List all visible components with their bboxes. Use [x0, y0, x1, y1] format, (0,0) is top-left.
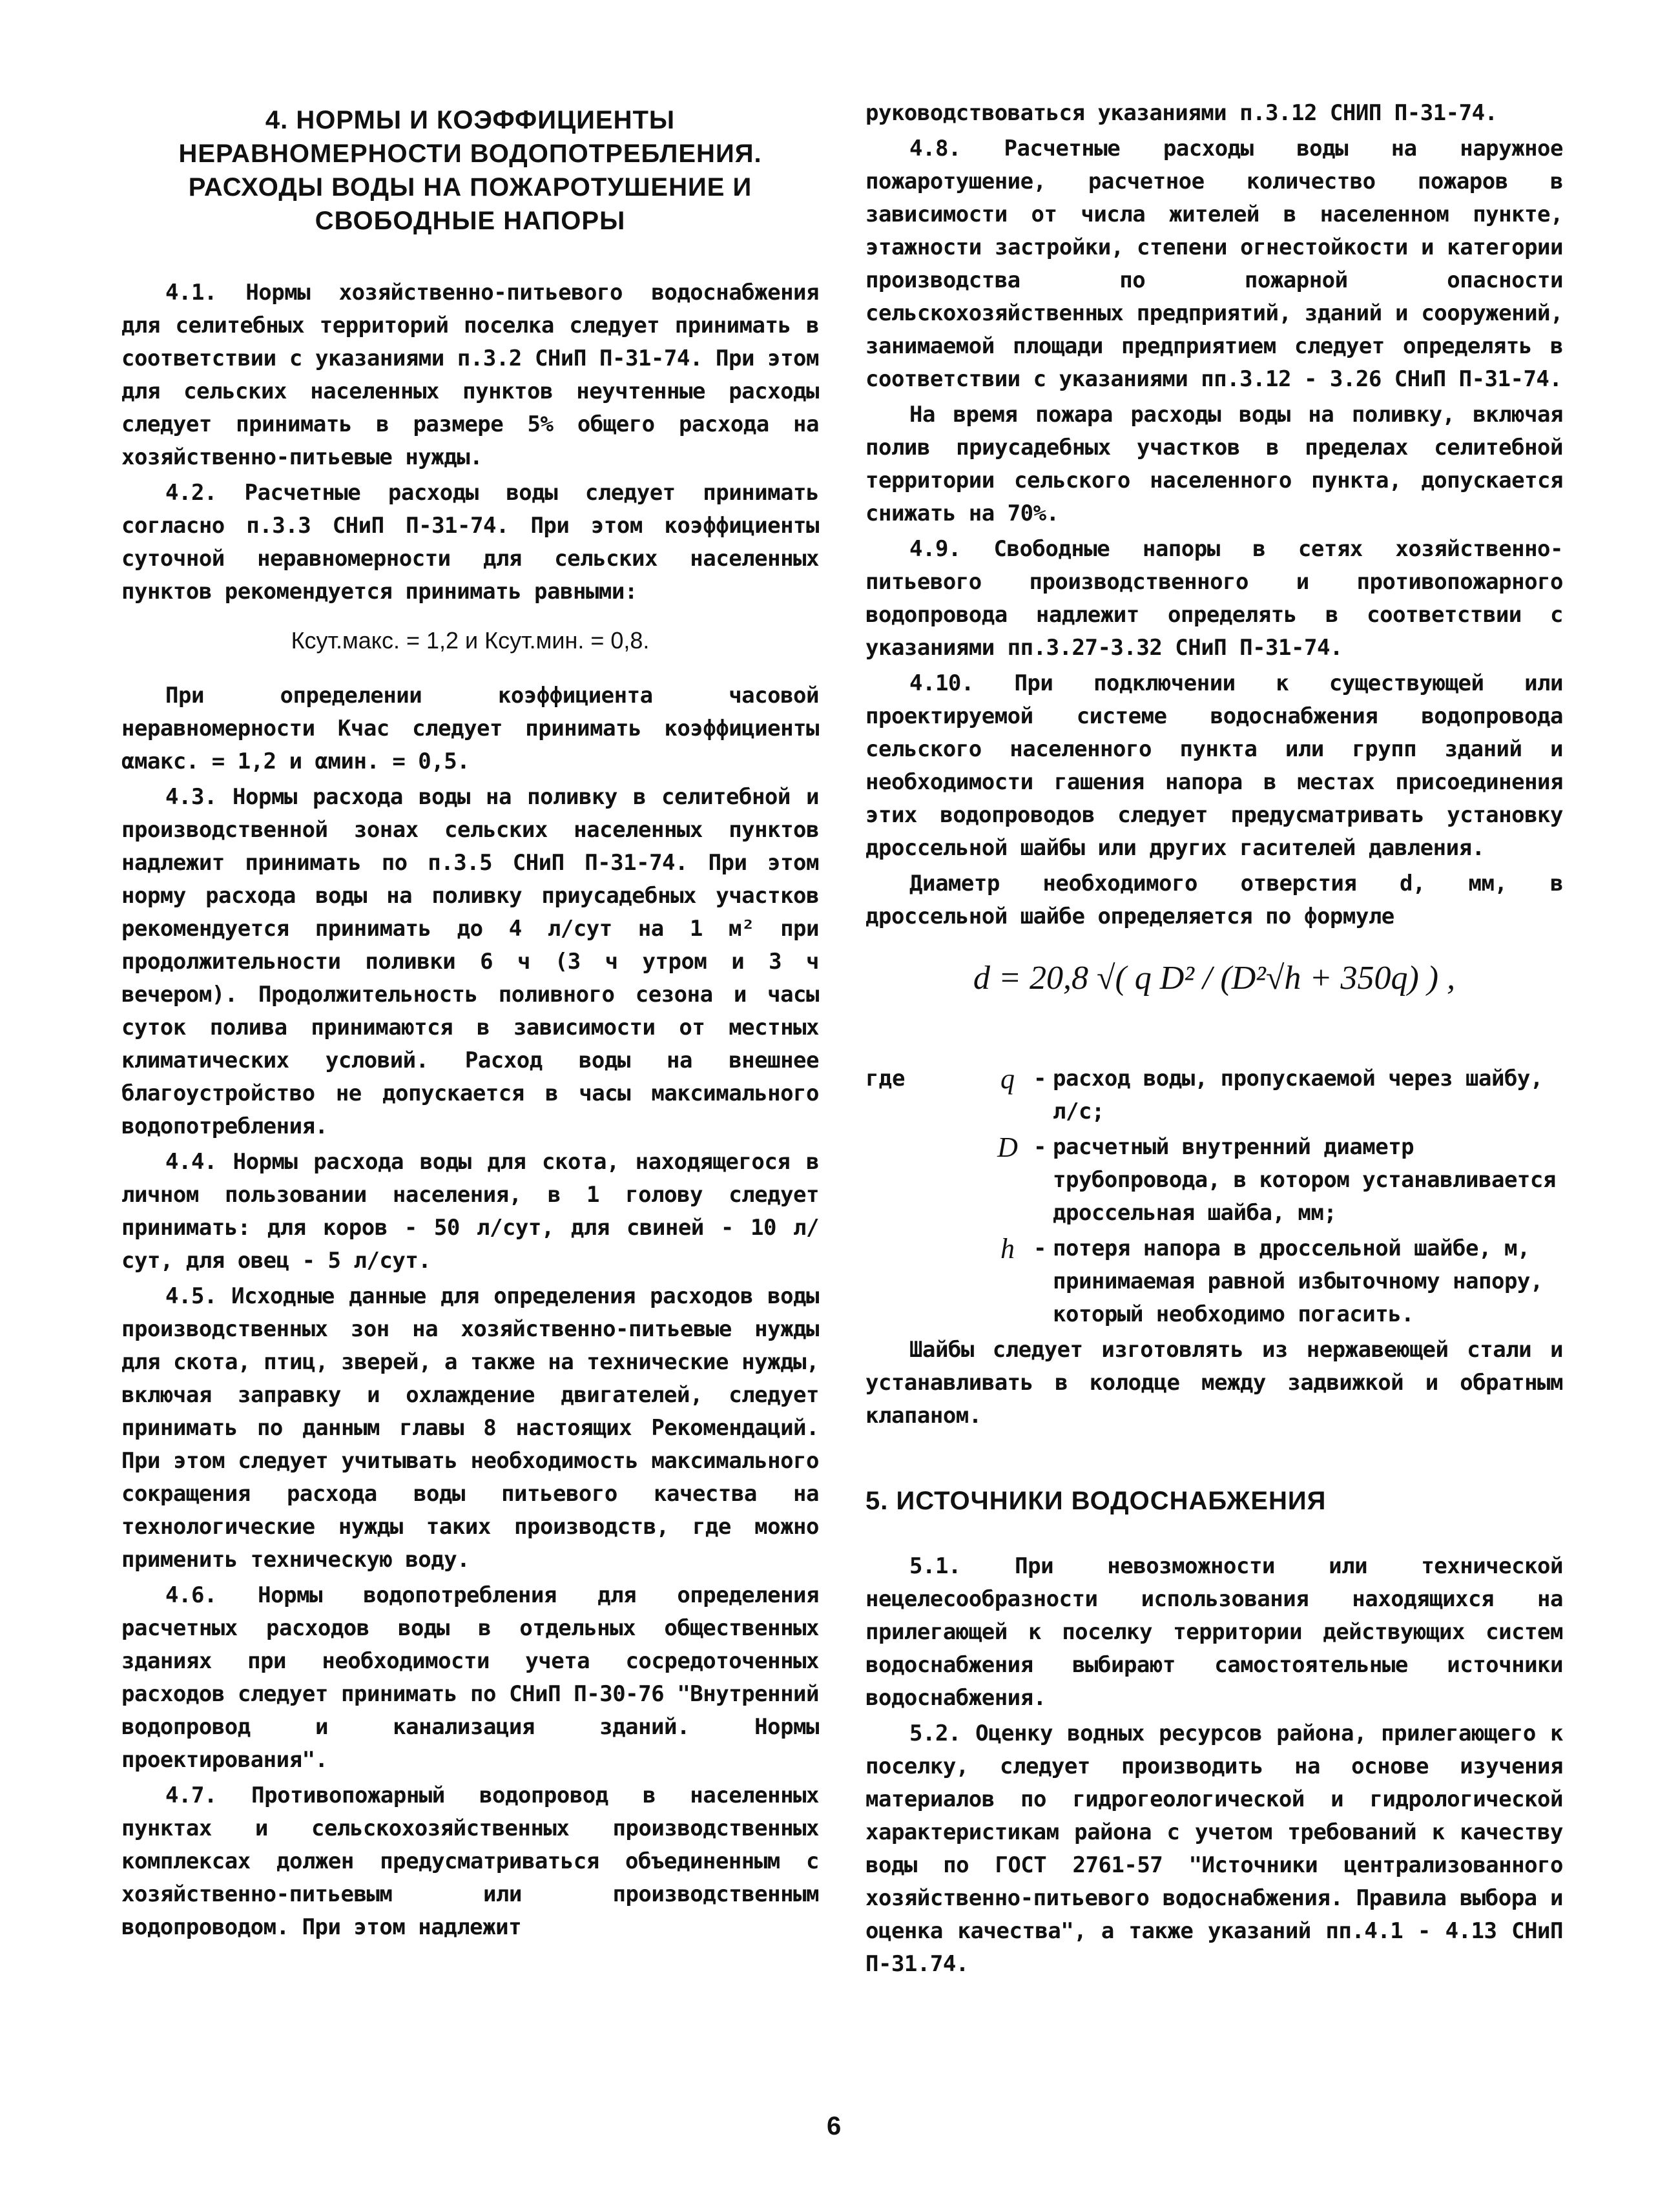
paragraph-4-2: 4.2. Расчетные расходы воды следует принимать согласно п.3.3 СНиП П-31-74. При этом коэффициенты суточной неравномерности для сельских населенных пунктов рекомендуется принимать равными:: [121, 480, 819, 605]
paragraph-4-4: 4.4. Нормы расхода воды для скота, находящегося в личном пользовании населения, в 1 голову следует принимать: для коров - 50 л/сут, для свиней - 10 л/сут, для овец - 5 л/сут.: [121, 1149, 819, 1274]
paragraph-4-9: 4.9. Свободные напоры в сетях хозяйственно-питьевого производственного и противопожарного водопровода надлежит определять в соответствии с указаниями пп.3.27-3.32 СНиП П-31-74.: [865, 536, 1563, 661]
paragraph-5-1: 5.1. При невозможности или технической нецелесообразности использования находящихся на прилегающей к поселку территории действующих систем водоснабжения выбирают самостоятельные источники водоснабжения.: [865, 1553, 1563, 1711]
paragraph-5-2: 5.2. Оценку водных ресурсов района, прилегающего к поселку, следует производить на основе изучения материалов по гидрогеологической и гидрологической характеристикам района с учетом требований к качеству воды по ГОСТ 2761-57 "Источники централизованного хозяйственно-питьевого водоснабжения. Правила выбора и оценка качества", а также указаний пп.4.1 - 4.13 СНиП П-31.74.: [865, 1721, 1563, 1977]
symbol-definitions: [865, 1062, 1563, 1334]
definition-text: расчетный внутренний диаметр трубопровода, в котором устанавливается дроссельная шайба, мм;: [1053, 1134, 1556, 1226]
paragraph-4-8: 4.8. Расчетные расходы воды на наружное пожаротушение, расчетное количество пожаров в зависимости от числа жителей в населенном пункте, этажности застройки, степени огнестойкости и категории производства по пожарной опасности сельскохозяйственных предприятий, зданий и сооружений, занимаемой площади предприятием следует определять в соответствии с указаниями пп.3.12 - 3.26 СНиП П-31-74.: [865, 136, 1563, 392]
paragraph-4-1: 4.1. Нормы хозяйственно-питьевого водоснабжения для селитебных территорий поселка следует принимать в соответствии с указаниями п.3.2 СНиП П-31-74. При этом для сельских населенных пунктов неучтенные расходы следует принимать в размере 5% общего расхода на хозяйственно-питьевые нужды.: [121, 280, 819, 470]
definition-text: расход воды, пропускаемой через шайбу, л/с;: [1053, 1066, 1543, 1124]
paragraph-4-10-c: Шайбы следует изготовлять из нержавеющей стали и устанавливать в колодце между задвижкой и обратным клапаном.: [865, 1337, 1563, 1429]
paragraph-4-10: 4.10. При подключении к существующей или проектируемой системе водоснабжения водопровода сельского населенного пункта или групп зданий и необходимости гашения напора в местах присоединения этих водопроводов следует предусматривать установку дроссельной шайбы или других гасителей давления.: [865, 670, 1563, 861]
symbol: h: [1000, 1233, 1015, 1265]
section-4-heading: 4. НОРМЫ И КОЭФФИЦИЕНТЫ НЕРАВНОМЕРНОСТИ ВОДОПОТРЕБЛЕНИЯ. РАСХОДЫ ВОДЫ НА ПОЖАРОТУШЕНИЕ И СВОБОДНЫЕ НАПОРЫ: [178, 106, 762, 235]
paragraph-4-8-b: На время пожара расходы воды на поливку, включая полив приусадебных участков в пределах селитебной территории сельского населенного пункта, допускается снижать на 70%.: [865, 402, 1563, 526]
paragraph-4-3: 4.3. Нормы расхода воды на поливку в селитебной и производственной зонах сельских населенных пунктов надлежит принимать по п.3.5 СНиП П-31-74. При этом норму расхода воды на поливку приусадебных участков рекомендуется принимать до 4 л/сут на 1 м² при продолжительности поливки 6 ч (3 ч утром и 3 ч вечером). Продолжительность поливного сезона и часы суток полива принимаются в зависимости от местных климатических условий. Расход воды на внешнее благоустройство не допускается в часы максимального водопотребления.: [121, 784, 819, 1139]
paragraph-4-6: 4.6. Нормы водопотребления для определения расчетных расходов воды в отдельных общественных зданиях при необходимости учета сосредоточенных расходов следует принимать по СНиП П-30-76 "Внутренний водопровод и канализация зданий. Нормы проектирования".: [121, 1582, 819, 1773]
right-column: [865, 97, 1563, 1983]
paragraph-4-10-b: Диаметр необходимого отверстия d, мм, в дроссельной шайбе определяется по формуле: [865, 871, 1563, 929]
definition-q: q - расход воды, пропускаемой через шайбу, л/с;: [982, 1062, 1563, 1128]
formula-k-sut: Ксут.макс. = 1,2 и Ксут.мин. = 0,8.: [291, 627, 650, 654]
symbol: D: [997, 1132, 1018, 1163]
symbol: q: [1000, 1063, 1015, 1095]
where-label: где: [865, 1066, 906, 1091]
formula-orifice-diameter: d = 20,8 √( q D² / (D²√h + 350q) ) ,: [973, 960, 1456, 997]
paragraph-4-2-alpha: При определении коэффициента часовой неравномерности Кчас следует принимать коэффициенты αмакс. = 1,2 и αмин. = 0,5.: [121, 683, 819, 774]
paragraph-4-7: 4.7. Противопожарный водопровод в населенных пунктах и сельскохозяйственных производственных комплексах должен предусматриваться объединенным с хозяйственно-питьевым или производственным водопроводом. При этом надлежит: [121, 1783, 819, 1940]
section-5-heading: 5. ИСТОЧНИКИ ВОДОСНАБЖЕНИЯ: [865, 1487, 1327, 1515]
left-column: [121, 103, 819, 1947]
definition-d: D - расчетный внутренний диаметр трубопровода, в котором устанавливается дроссельная шайба, мм;: [982, 1131, 1563, 1230]
definition-h: h - потеря напора в дроссельной шайбе, м, принимаемая равной избыточному напору, который необходимо погасить.: [982, 1232, 1563, 1331]
paragraph-4-7-continued: руководствоваться указаниями п.3.12 СНИП П-31-74.: [865, 100, 1498, 126]
definition-text: потеря напора в дроссельной шайбе, м, принимаемая равной избыточному напору, который необходимо погасить.: [1053, 1235, 1543, 1327]
page-number: 6: [827, 2112, 842, 2140]
paragraph-4-5: 4.5. Исходные данные для определения расходов воды производственных зон на хозяйственно-питьевые нужды для скота, птиц, зверей, а также на технические нужды, включая заправку и охлаждение двигателей, следует принимать по данным главы 8 настоящих Рекомендаций. При этом следует учитывать необходимость максимального сокращения расхода воды питьевого качества на технологические нужды таких производств, где можно применить техническую воду.: [121, 1283, 819, 1573]
